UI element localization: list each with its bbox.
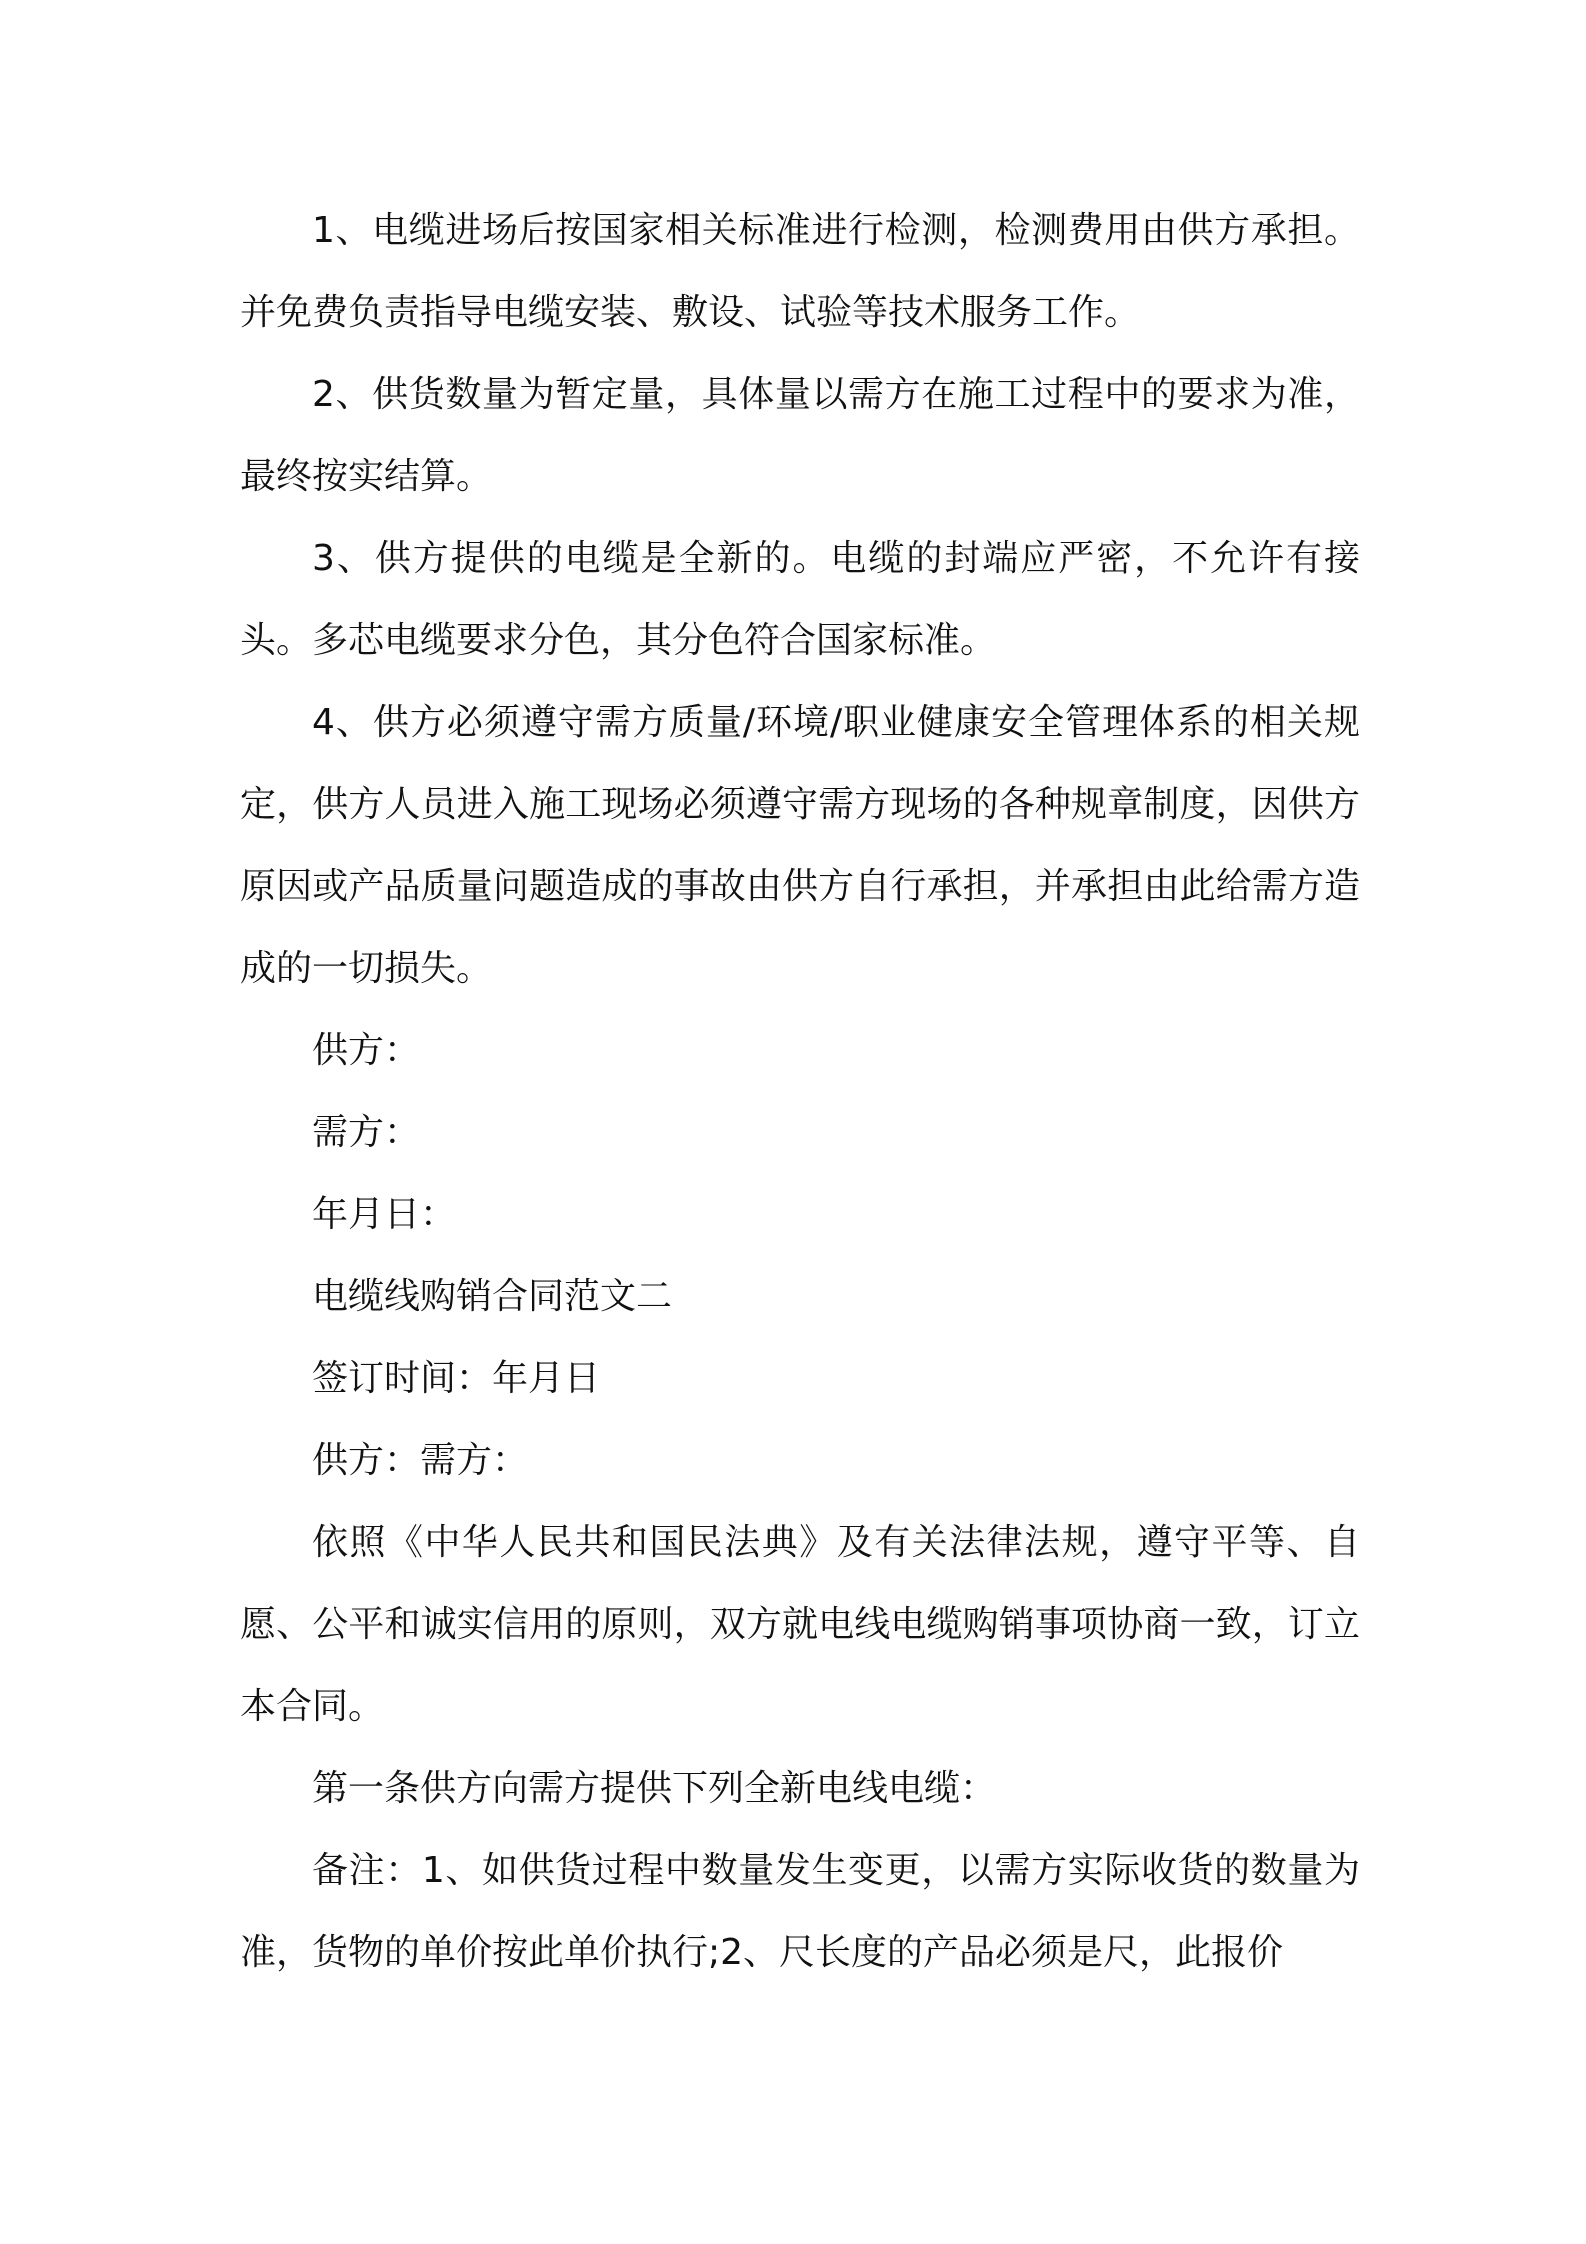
paragraph-clause-2: 2、供货数量为暂定量，具体量以需方在施工过程中的要求为准，最终按实结算。	[240, 374, 1360, 497]
section-title: 电缆线购销合同范文二	[312, 1276, 673, 1317]
paragraph-clause-1: 1、电缆进场后按国家相关标准进行检测，检测费用由供方承担。并免费负责指导电缆安装、敷设、试验等技术服务工作。	[240, 210, 1360, 333]
document-body	[240, 190, 1360, 1994]
supplier-signature-line: 供方：	[312, 1030, 421, 1071]
paragraph-preamble: 依照《中华人民共和国民法典》及有关法律法规，遵守平等、自愿、公平和诚实信用的原则，双方就电线电缆购销事项协商一致，订立本合同。	[240, 1522, 1360, 1727]
article-one: 第一条供方向需方提供下列全新电线电缆：	[312, 1768, 997, 1809]
remarks-paragraph: 备注：1、如供货过程中数量发生变更，以需方实际收货的数量为准，货物的单价按此单价执行;2、尺长度的产品必须是尺，此报价	[240, 1850, 1360, 1973]
paragraph-clause-4: 4、供方必须遵守需方质量/环境/职业健康安全管理体系的相关规定，供方人员进入施工现场必须遵守需方现场的各种规章制度，因供方原因或产品质量问题造成的事故由供方自行承担，并承担由此给需方造成的一切损失。	[240, 702, 1360, 989]
parties-line: 供方：需方：	[312, 1440, 529, 1481]
paragraph-clause-3: 3、供方提供的电缆是全新的。电缆的封端应严密，不允许有接头。多芯电缆要求分色，其分色符合国家标准。	[240, 538, 1360, 661]
signing-date-line: 签订时间：年月日	[312, 1358, 601, 1399]
date-line: 年月日：	[312, 1194, 457, 1235]
buyer-signature-line: 需方：	[312, 1112, 421, 1153]
